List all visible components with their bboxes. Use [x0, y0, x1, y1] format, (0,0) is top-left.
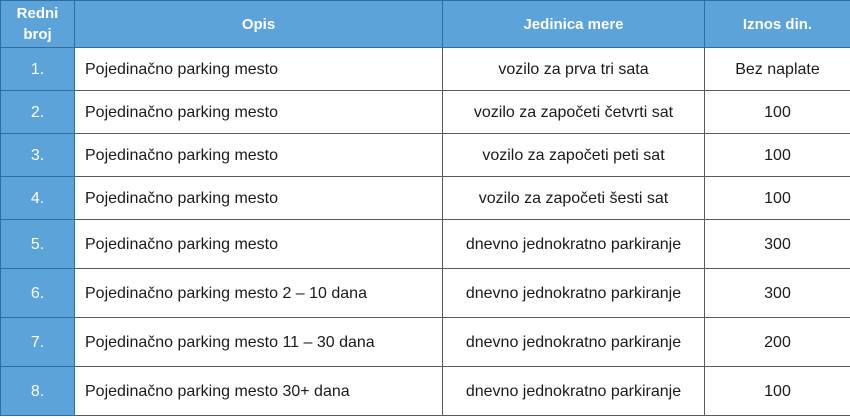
row-iznos: 300 [705, 269, 850, 318]
row-opis: Pojedinačno parking mesto [75, 91, 443, 134]
header-row [1, 1, 850, 48]
row-jedinica-mere: dnevno jednokratno parkiranje [443, 367, 705, 416]
row-number: 1. [1, 48, 75, 91]
row-iznos: 200 [705, 318, 850, 367]
header-opis: Opis [75, 1, 443, 48]
row-number: 8. [1, 367, 75, 416]
row-jedinica-mere: dnevno jednokratno parkiranje [443, 220, 705, 269]
table-row [1, 269, 850, 318]
table-row [1, 48, 850, 91]
header-jedinica-mere: Jedinica mere [443, 1, 705, 48]
row-opis: Pojedinačno parking mesto [75, 220, 443, 269]
header-redni-broj: Redni broj [1, 1, 75, 48]
table-row [1, 177, 850, 220]
row-jedinica-mere: vozilo za započeti šesti sat [443, 177, 705, 220]
row-jedinica-mere: vozilo za započeti četvrti sat [443, 91, 705, 134]
row-opis: Pojedinačno parking mesto 2 – 10 dana [75, 269, 443, 318]
row-iznos: 100 [705, 134, 850, 177]
row-opis: Pojedinačno parking mesto [75, 177, 443, 220]
row-number: 4. [1, 177, 75, 220]
table-row [1, 318, 850, 367]
header-iznos: Iznos din. [705, 1, 850, 48]
table-row [1, 91, 850, 134]
row-jedinica-mere: dnevno jednokratno parkiranje [443, 269, 705, 318]
row-jedinica-mere: vozilo za započeti peti sat [443, 134, 705, 177]
row-iznos: 300 [705, 220, 850, 269]
row-iznos: 100 [705, 177, 850, 220]
row-opis: Pojedinačno parking mesto 11 – 30 dana [75, 318, 443, 367]
table-row [1, 367, 850, 416]
row-jedinica-mere: vozilo za prva tri sata [443, 48, 705, 91]
row-number: 3. [1, 134, 75, 177]
row-number: 5. [1, 220, 75, 269]
table-row [1, 134, 850, 177]
row-number: 6. [1, 269, 75, 318]
row-iznos: Bez naplate [705, 48, 850, 91]
row-jedinica-mere: dnevno jednokratno parkiranje [443, 318, 705, 367]
table-row [1, 220, 850, 269]
row-opis: Pojedinačno parking mesto [75, 48, 443, 91]
row-opis: Pojedinačno parking mesto 30+ dana [75, 367, 443, 416]
row-iznos: 100 [705, 91, 850, 134]
row-number: 2. [1, 91, 75, 134]
row-opis: Pojedinačno parking mesto [75, 134, 443, 177]
row-iznos: 100 [705, 367, 850, 416]
row-number: 7. [1, 318, 75, 367]
